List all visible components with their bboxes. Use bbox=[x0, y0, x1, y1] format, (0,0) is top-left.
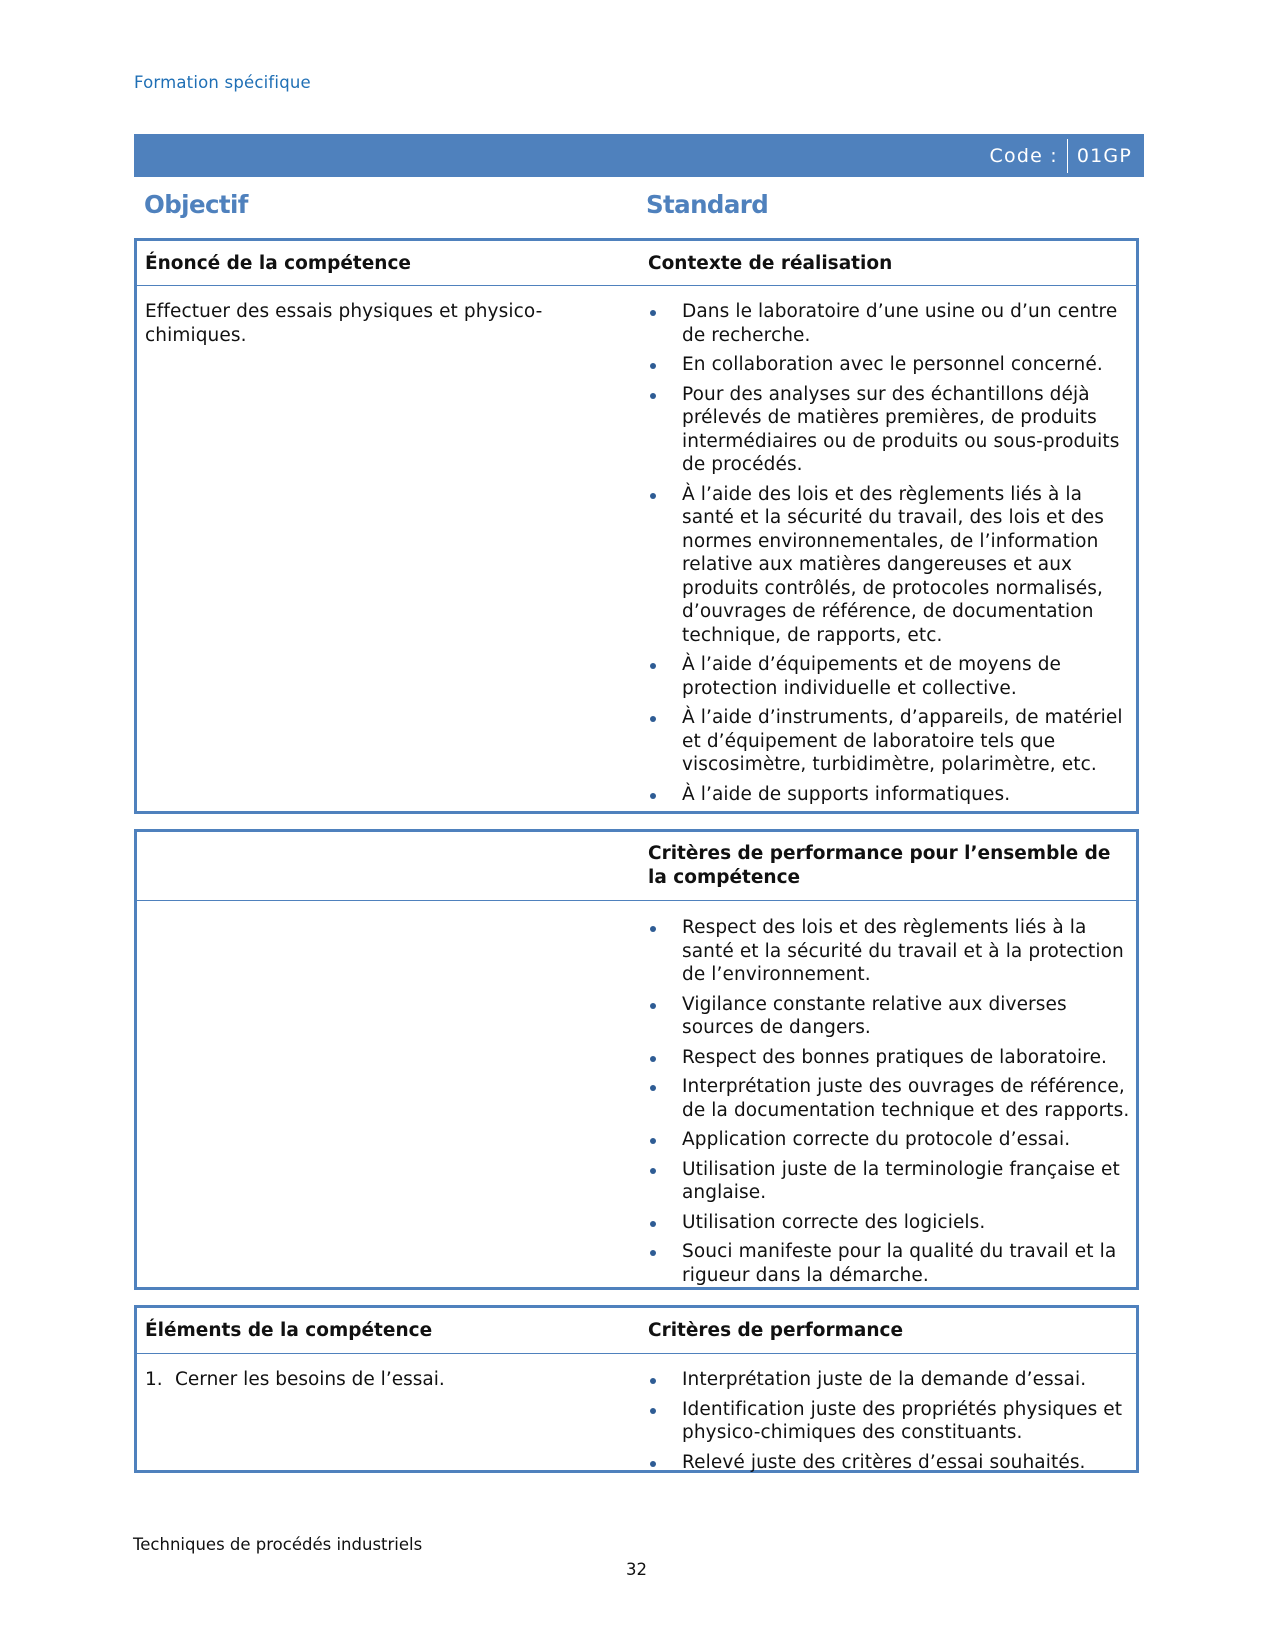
overall-criteria-cell bbox=[640, 901, 1136, 1293]
list-item: Utilisation juste de la terminologie française et anglaise. bbox=[640, 1158, 1136, 1205]
statement-header: Énoncé de la compétence bbox=[145, 252, 411, 274]
objectif-title: Objectif bbox=[144, 190, 248, 219]
list-item: Interprétation juste de la demande d’essai. bbox=[640, 1368, 1136, 1392]
standard-title: Standard bbox=[646, 190, 769, 219]
list-item: À l’aide d’instruments, d’appareils, de matériel et d’équipement de laboratoire tels que viscosimètre, turbidimètre, polarimètre, etc. bbox=[640, 706, 1136, 777]
code-value: 01GP bbox=[1076, 144, 1132, 167]
list-item: Respect des lois et des règlements liés à la santé et la sécurité du travail et à la protection de l’environnement. bbox=[640, 916, 1136, 987]
list-item: Application correcte du protocole d’essai. bbox=[640, 1128, 1136, 1152]
element-text: Cerner les besoins de l’essai. bbox=[175, 1369, 445, 1390]
elements-header: Éléments de la compétence bbox=[145, 1320, 433, 1341]
overall-criteria-list bbox=[640, 916, 1136, 1287]
list-item: Identification juste des propriétés physiques et physico-chimiques des constituants. bbox=[640, 1398, 1136, 1445]
list-item: En collaboration avec le personnel concerné. bbox=[640, 353, 1136, 377]
list-item: Utilisation correcte des logiciels. bbox=[640, 1211, 1136, 1235]
element-number: 1. bbox=[145, 1369, 163, 1390]
list-item: À l’aide d’équipements et de moyens de protection individuelle et collective. bbox=[640, 653, 1136, 700]
competence-statement: Effectuer des essais physiques et physico-chimiques. bbox=[145, 301, 543, 346]
list-item: Interprétation juste des ouvrages de référence, de la documentation technique et des rapports. bbox=[640, 1075, 1136, 1122]
table-body-row bbox=[137, 1354, 1136, 1480]
context-cell bbox=[640, 286, 1136, 812]
table-body-row bbox=[137, 901, 1136, 1293]
elements-criteria-table bbox=[134, 1305, 1139, 1473]
page-number: 32 bbox=[626, 1560, 647, 1579]
table-body-row bbox=[137, 286, 1136, 812]
list-item: À l’aide de supports informatiques. bbox=[640, 783, 1136, 807]
list-item: Respect des bonnes pratiques de laboratoire. bbox=[640, 1046, 1136, 1070]
table-header-row bbox=[137, 832, 1136, 901]
table-header-row bbox=[137, 1308, 1136, 1354]
running-head: Formation spécifique bbox=[134, 73, 311, 92]
overall-criteria-header: Critères de performance pour l’ensemble de la compétence bbox=[648, 843, 1111, 888]
list-item: Relevé juste des critères d’essai souhaités. bbox=[640, 1451, 1136, 1475]
elements-cell bbox=[137, 1354, 640, 1480]
criteria-cell bbox=[640, 1354, 1136, 1480]
footer-title: Techniques de procédés industriels bbox=[133, 1535, 423, 1554]
context-header: Contexte de réalisation bbox=[648, 252, 893, 274]
list-item: Vigilance constante relative aux diverses sources de dangers. bbox=[640, 993, 1136, 1040]
list-item: Pour des analyses sur des échantillons déjà prélevés de matières premières, de produits intermédiaires ou de produits ou sous-produits de procédés. bbox=[640, 383, 1136, 477]
list-item: Souci manifeste pour la qualité du travail et la rigueur dans la démarche. bbox=[640, 1240, 1136, 1287]
code-label: Code : bbox=[989, 144, 1058, 167]
table-header-row bbox=[137, 241, 1136, 286]
competence-context-table bbox=[134, 238, 1139, 814]
context-list bbox=[640, 300, 1136, 806]
criteria-list bbox=[640, 1368, 1136, 1474]
empty-cell bbox=[137, 901, 640, 1293]
criteria-header: Critères de performance bbox=[648, 1320, 904, 1341]
code-bar bbox=[134, 134, 1144, 177]
overall-criteria-table bbox=[134, 829, 1139, 1290]
list-item: À l’aide des lois et des règlements liés à la santé et la sécurité du travail, des lois et des normes environnementales, de l’information relative aux matières dangereuses et aux produits contrôlés, de protocoles normalisés, d’ouvrages de référence, de documentation technique, de rapports, etc. bbox=[640, 483, 1136, 648]
list-item: Dans le laboratoire d’une usine ou d’un centre de recherche. bbox=[640, 300, 1136, 347]
element-item bbox=[145, 1368, 640, 1392]
